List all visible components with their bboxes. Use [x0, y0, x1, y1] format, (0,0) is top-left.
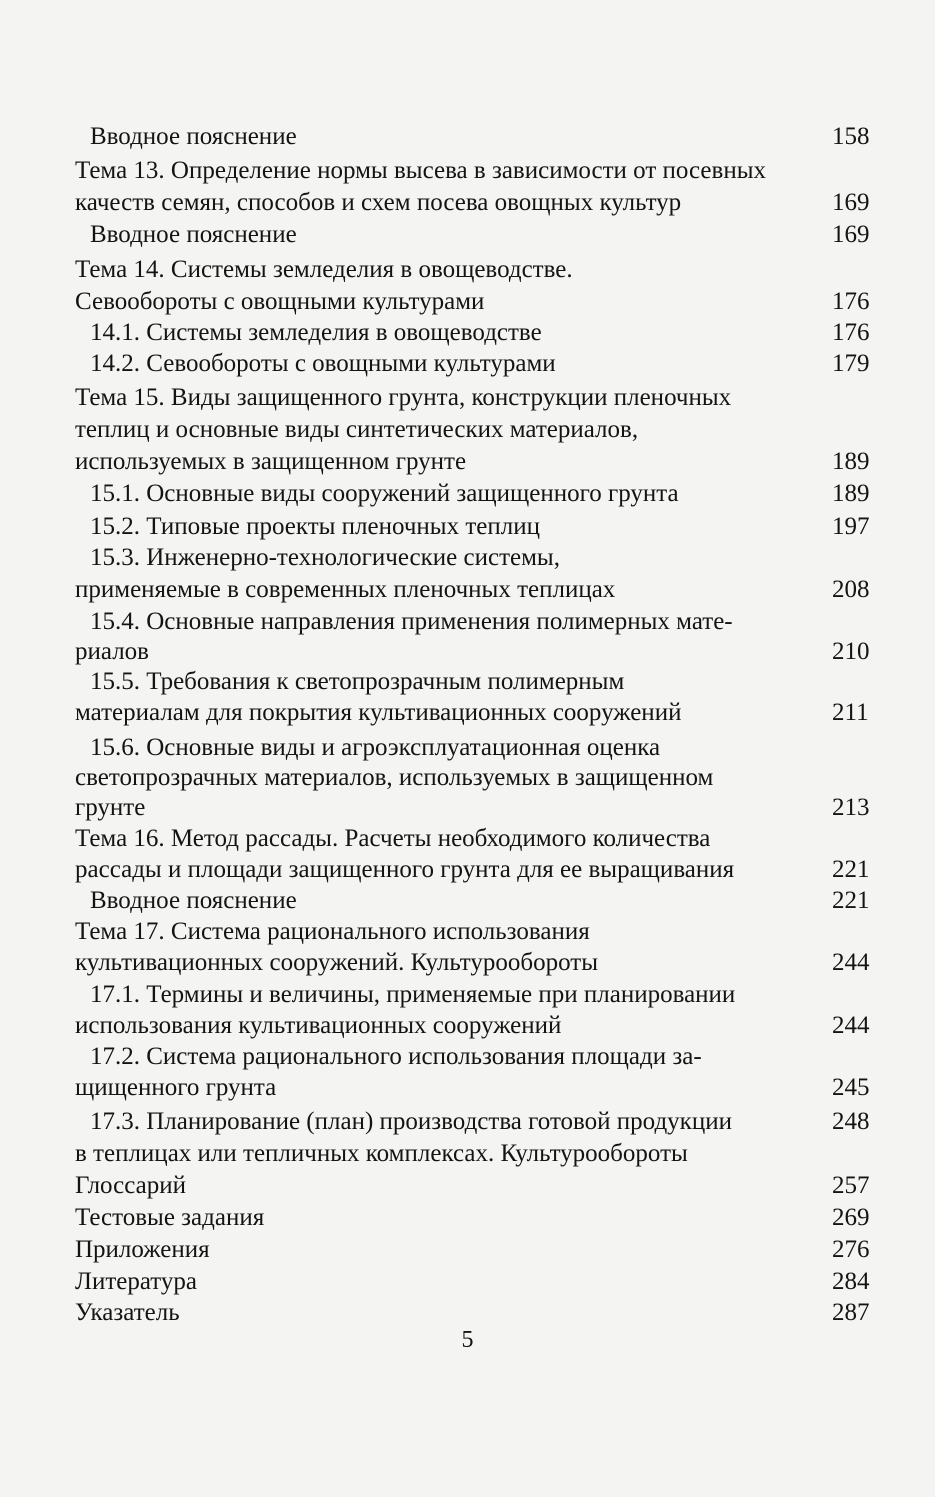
toc-entry-page: 169 — [832, 189, 870, 216]
toc-entry — [0, 1040, 935, 1074]
toc-entry-page: 213 — [832, 794, 870, 821]
toc-entry-text: Приложения — [75, 1236, 210, 1263]
toc-entry-text: Севообороты с овощными культурами — [75, 288, 485, 315]
toc-entry — [0, 884, 935, 918]
toc-entry — [0, 316, 935, 350]
toc-entry — [0, 1071, 935, 1105]
toc-entry — [0, 1265, 935, 1299]
toc-entry-text: щищенного грунта — [75, 1074, 277, 1101]
toc-entry — [0, 731, 935, 765]
toc-entry-page: 176 — [832, 319, 870, 346]
toc-entry-text: применяемые в современных пленочных теплицах — [75, 576, 616, 603]
toc-entry — [0, 635, 935, 669]
toc-entry — [0, 791, 935, 825]
toc-entry — [0, 573, 935, 607]
toc-entry-text: Тестовые задания — [75, 1204, 265, 1231]
toc-entry-page: 221 — [832, 856, 870, 883]
toc-entry-page: 189 — [832, 480, 870, 507]
toc-entry-page: 244 — [832, 1012, 870, 1039]
toc-entry-text: Тема 13. Определение нормы высева в зависимости от посевных — [75, 157, 766, 184]
toc-entry-text: 17.1. Термины и величины, применяемые при планировании — [90, 981, 736, 1008]
page-number: 5 — [461, 1327, 474, 1353]
toc-entry — [0, 347, 935, 381]
toc-entry-page: 276 — [832, 1236, 870, 1263]
toc-entry-text: Тема 14. Системы земледелия в овощеводстве. — [75, 256, 573, 283]
toc-entry — [0, 253, 935, 287]
toc-entry — [0, 477, 935, 511]
toc-entry-page: 269 — [832, 1204, 870, 1231]
toc-entry-page: 287 — [832, 1299, 870, 1326]
toc-entry — [0, 541, 935, 575]
toc-entry — [0, 978, 935, 1012]
toc-entry — [0, 853, 935, 887]
toc-entry-text: 15.6. Основные виды и агроэксплуатационная оценка — [90, 734, 661, 761]
toc-entry-text: Указатель — [75, 1299, 180, 1326]
toc-entry — [0, 445, 935, 479]
toc-entry-text: риалов — [75, 638, 149, 665]
toc-entry-page: 211 — [832, 699, 869, 726]
toc-entry-page: 248 — [832, 1108, 870, 1135]
toc-entry-text: материалам для покрытия культивационных сооружений — [75, 699, 682, 726]
toc-entry-text: Тема 16. Метод рассады. Расчеты необходимого количества — [75, 825, 711, 852]
toc-entry-text: Вводное пояснение — [90, 887, 297, 914]
toc-entry-text: 15.2. Типовые проекты пленочных теплиц — [90, 513, 540, 540]
toc-entry — [0, 696, 935, 730]
toc-entry — [0, 1137, 935, 1171]
toc-entry-text: использования культивационных сооружений — [75, 1012, 562, 1039]
toc-entry — [0, 154, 935, 188]
toc-entry-text: Тема 17. Система рационального использования — [75, 918, 590, 945]
toc-entry-page: 245 — [832, 1074, 870, 1101]
toc-entry-page: 189 — [832, 448, 870, 475]
toc-entry-text: 15.3. Инженерно-технологические системы, — [90, 544, 560, 571]
toc-entry — [0, 1169, 935, 1203]
toc-entry — [0, 381, 935, 415]
toc-entry — [0, 822, 935, 856]
toc-entry — [0, 510, 935, 544]
toc-entry-text: рассады и площади защищенного грунта для ее выращивания — [75, 856, 735, 883]
toc-entry — [0, 413, 935, 447]
toc-entry-text: 15.5. Требования к светопрозрачным полимерным — [90, 668, 625, 695]
toc-entry — [0, 761, 935, 795]
toc-entry-text: 14.2. Севообороты с овощными культурами — [90, 350, 556, 377]
toc-entry-text: 15.1. Основные виды сооружений защищенного грунта — [90, 480, 679, 507]
toc-entry — [0, 915, 935, 949]
toc-entry-text: Литература — [75, 1268, 197, 1295]
toc-entry-page: 176 — [832, 288, 870, 315]
toc-entry-text: светопрозрачных материалов, используемых в защищенном — [75, 764, 714, 791]
toc-entry-text: качеств семян, способов и схем посева овощных культур — [75, 189, 682, 216]
toc-entry-text: теплиц и основные виды синтетических материалов, — [75, 416, 639, 443]
toc-entry-text: в теплицах или тепличных комплексах. Культурообороты — [75, 1140, 688, 1167]
toc-entry-page: 244 — [832, 949, 870, 976]
toc-entry-text: используемых в защищенном грунте — [75, 448, 467, 475]
toc-entry-text: Вводное пояснение — [90, 123, 297, 150]
toc-entry — [0, 946, 935, 980]
toc-entry-page: 210 — [832, 638, 870, 665]
toc-entry — [0, 1009, 935, 1043]
toc-entry-text: 15.4. Основные направления применения полимерных мате- — [90, 608, 733, 635]
toc-entry-text: Глоссарий — [75, 1172, 187, 1199]
toc-entry-text: Тема 15. Виды защищенного грунта, конструкции пленочных — [75, 384, 732, 411]
toc-entry-text: 17.3. Планирование (план) производства готовой продукции — [90, 1108, 732, 1135]
toc-entry-page: 208 — [832, 576, 870, 603]
toc-entry-page: 158 — [832, 123, 870, 150]
toc-entry-page: 257 — [832, 1172, 870, 1199]
toc-entry — [0, 285, 935, 319]
toc-entry-page: 179 — [832, 350, 870, 377]
toc-entry — [0, 605, 935, 639]
toc-entry-page: 169 — [832, 221, 870, 248]
toc-entry-text: культивационных сооружений. Культурообороты — [75, 949, 598, 976]
toc-entry — [0, 186, 935, 220]
toc-entry — [0, 1233, 935, 1267]
toc-entry — [0, 1105, 935, 1139]
toc-entry-text: Вводное пояснение — [90, 221, 297, 248]
toc-entry-text: 14.1. Системы земледелия в овощеводстве — [90, 319, 542, 346]
toc-entry — [0, 665, 935, 699]
toc-entry-text: грунте — [75, 794, 146, 821]
toc-entry-page: 221 — [832, 887, 870, 914]
toc-entry-page: 284 — [832, 1268, 870, 1295]
toc-entry — [0, 120, 935, 154]
toc-entry-text: 17.2. Система рационального использования площади за- — [90, 1043, 702, 1070]
toc-entry — [0, 218, 935, 252]
toc-entry — [0, 1201, 935, 1235]
toc-entry-page: 197 — [832, 513, 870, 540]
